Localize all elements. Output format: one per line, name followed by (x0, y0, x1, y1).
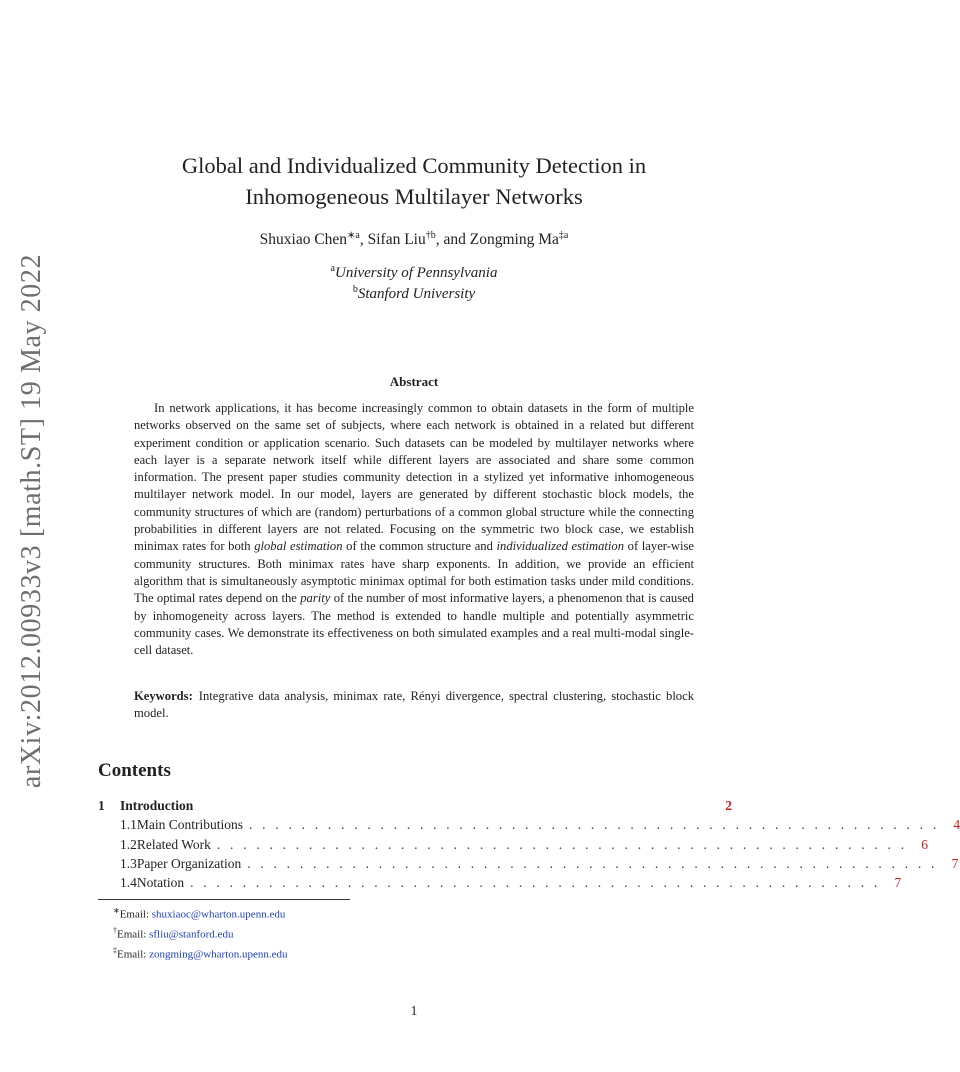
arxiv-identifier-stamp (2, 253, 62, 789)
toc-leader-dots: . . . . . . . . . . . . . . . . . . . . . . . . . . . . . . . . . . . . . . . . . . . . . . . . . . . . . (216, 836, 908, 852)
toc-page-link[interactable]: 7 (951, 855, 959, 871)
footnote-label: Email: (119, 908, 150, 921)
abstract-emphasis: global estimation (254, 539, 343, 554)
footnote-mark: ∗ (113, 906, 120, 915)
toc-subsection-title[interactable]: Notation (136, 875, 185, 891)
author-name: Shuxiao Chen (259, 231, 348, 248)
toc-section-number: 1 (98, 798, 105, 813)
footnote-rule (98, 899, 350, 900)
toc-subsection-title[interactable]: Related Work (136, 836, 211, 852)
paper-title (120, 150, 708, 212)
author-separator: , (359, 231, 368, 248)
toc-subsection[interactable] (98, 855, 959, 875)
paper-title-line-2: Inhomogeneous Multilayer Networks (245, 184, 583, 209)
footnote (113, 943, 288, 963)
email-link[interactable]: shuxiaoc@wharton.upenn.edu (151, 908, 286, 921)
toc-leader-dots: . . . . . . . . . . . . . . . . . . . . . . . . . . . . . . . . . . . . . . . . . . . . . . . . . . . . . (247, 855, 938, 871)
author-mark: †b (425, 229, 436, 241)
footnote-label: Email: (117, 928, 147, 941)
abstract-emphasis: individualized estimation (496, 539, 625, 554)
toc-subsection[interactable] (98, 836, 929, 856)
toc-subsection[interactable] (98, 875, 902, 894)
abstract-text-part: In network applications, it has become increasingly common to obtain datasets in the form of multiple networks observed on the same set of subjects, where each network is obtained in a related but different experiment condition or application scenario. Such datasets can be modeled by multilayer networks where each layer is a separate network itself while different layers are associated and share some common information. The present paper studies community detection in a stylized yet informative inhomogeneous multilayer network model. In our model, layers are generated by different stochastic block models, the community structures of which are (random) perturbations of a common global structure while the connecting probabilities in different layers are not related. Focusing on the symmetric two block case, we establish minimax rates for both (134, 401, 694, 554)
toc-subsection-number: 1.2 (120, 836, 137, 852)
author-separator: , and (435, 231, 470, 248)
affiliation (120, 286, 708, 303)
toc-subsection[interactable] (98, 817, 960, 836)
toc-section-introduction[interactable] (98, 798, 732, 817)
affiliation-mark: b (352, 284, 358, 295)
toc-section-title[interactable]: Introduction (120, 798, 194, 813)
author-mark: ‡a (558, 229, 569, 241)
email-link[interactable]: sfliu@stanford.edu (149, 928, 234, 941)
toc-page-link[interactable]: 7 (894, 875, 902, 891)
abstract-text-part: of layer-wise community structures. Both minimax rates have sharp exponents. In addition, we provide an efficient algorithm that is simultaneously asymptotic minimax optimal for both estimation tasks under mild conditions. The optimal rates depend on the (134, 539, 695, 606)
affiliation-name: Stanford University (357, 286, 476, 302)
email-link[interactable]: zongming@wharton.upenn.edu (149, 948, 288, 961)
author-mark: ∗a (347, 229, 360, 241)
keywords-text: Integrative data analysis, minimax rate, Rényi divergence, spectral clustering, stochastic block model. (134, 689, 694, 721)
affiliation-mark: a (330, 263, 335, 274)
contents-heading: Contents (98, 760, 171, 781)
footnote-mark: ‡ (113, 946, 117, 956)
abstract-emphasis: parity (300, 591, 331, 606)
toc-leader-dots: . . . . . . . . . . . . . . . . . . . . . . . . . . . . . . . . . . . . . . . . . . . . . . . . . . . . . (249, 817, 940, 833)
abstract-text (134, 400, 694, 659)
keywords (134, 688, 694, 723)
affiliation (120, 265, 708, 282)
toc-page-link[interactable]: 4 (953, 817, 960, 833)
footnote-mark: † (113, 926, 117, 936)
toc-subsection-title[interactable]: Paper Organization (136, 855, 242, 871)
footnote-label: Email: (117, 948, 147, 961)
abstract-text-part: of the common structure and (342, 539, 497, 554)
abstract-heading: Abstract (389, 374, 439, 389)
affiliation-name: University of Pennsylvania (334, 265, 498, 281)
footnotes (113, 903, 288, 963)
keywords-label: Keywords: (134, 689, 193, 703)
footnote (113, 923, 288, 943)
paper-title-line-1: Global and Individualized Community Detection in (181, 153, 647, 178)
toc-subsection-title[interactable]: Main Contributions (136, 817, 244, 833)
page-number: 1 (410, 1003, 418, 1018)
table-of-contents (98, 798, 960, 894)
toc-subsection-number: 1.3 (120, 855, 137, 871)
arxiv-identifier: arXiv:2012.00933v3 [math.ST] 19 May 2022 (16, 253, 48, 789)
author-name: Zongming Ma (469, 231, 559, 248)
toc-leader-dots: . . . . . . . . . . . . . . . . . . . . . . . . . . . . . . . . . . . . . . . . . . . . . . . . . . . . . (190, 875, 881, 891)
toc-page-link[interactable]: 6 (921, 836, 929, 852)
toc-subsection-number: 1.4 (120, 875, 137, 891)
toc-subsection-number: 1.1 (120, 817, 137, 833)
abstract-text-part: of the number of most informative layers, a phenomenon that is caused by inhomogeneity across layers. The method is extended to handle multiple and potentially asymmetric community cases. We demonstrate its effectiveness on both simulated examples and a real multi-modal single-cell dataset. (134, 591, 694, 658)
footnote (113, 903, 288, 923)
toc-page-link[interactable]: 2 (725, 798, 732, 813)
author-name: Sifan Liu (367, 231, 426, 248)
author-list (120, 231, 708, 249)
